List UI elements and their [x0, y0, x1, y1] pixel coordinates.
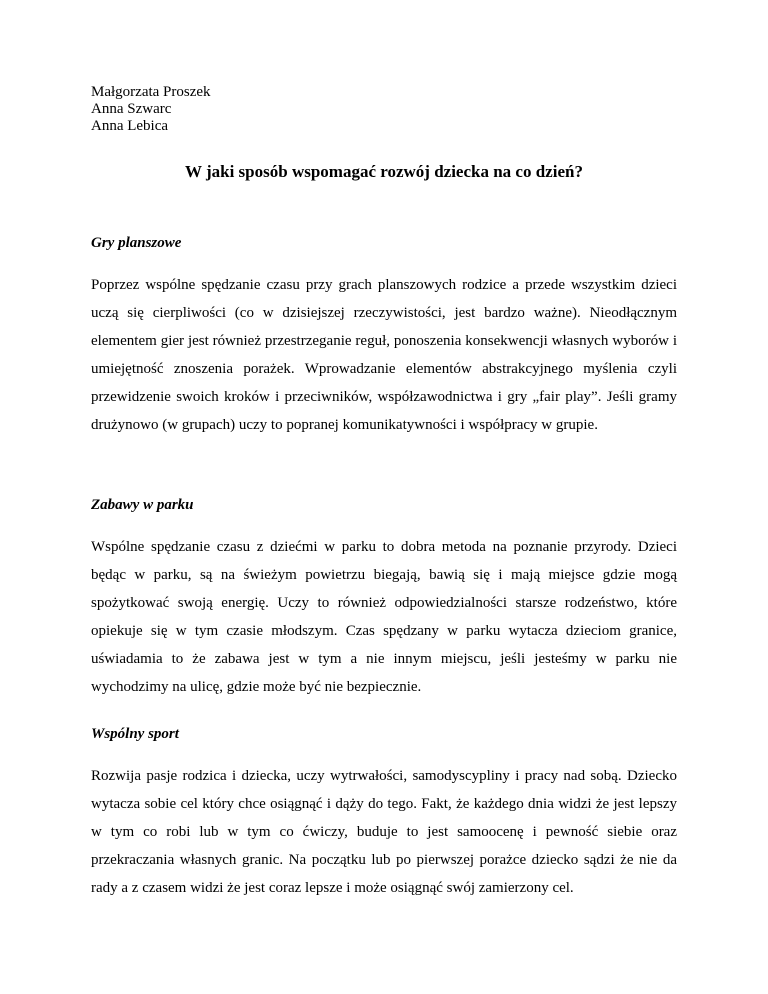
author-name: Anna Szwarc — [91, 101, 172, 117]
section-paragraph: Wspólne spędzanie czasu z dziećmi w parku to dobra metoda na poznanie przyrody. Dzieci będąc w parku, są na świeżym powietrzu biegają, bawią się i mają miejsce gdzie mogą spożytkować swoją energię. Uczy to również odpowiedzialności starsze rodzeństwo, które opiekuje się w tym czasie młodszym. Czas spędzany w parku wytacza dzieciom granice, uświadamia to że zabawa jest w tym a nie innym miejscu, jeśli jesteśmy w parku nie wychodzimy na ulicę, gdzie może być nie bezpiecznie. — [91, 539, 677, 695]
section-heading: Wspólny sport — [91, 726, 179, 742]
section-board-games — [91, 234, 677, 439]
author-name: Anna Lebica — [91, 118, 169, 134]
section-paragraph: Poprzez wspólne spędzanie czasu przy grach planszowych rodzice a przede wszystkim dzieci uczą się cierpliwości (co w dzisiejszej rzeczywistości, jest bardzo ważne). Nieodłącznym elementem gier jest również przestrzeganie reguł, ponoszenia konsekwencji własnych wyborów i umiejętność znoszenia porażek. Wprowadzanie elementów abstrakcyjnego myślenia czyli przewidzenie swoich kroków i przeciwników, współzawodnictwa i gry „fair play”. Jeśli gramy drużynowo (w grupach) uczy to popranej komunikatywności i współpracy w grupie. — [91, 277, 677, 433]
section-shared-sport — [91, 725, 677, 902]
section-heading: Gry planszowe — [91, 235, 182, 251]
section-paragraph: Rozwija pasje rodzica i dziecka, uczy wytrwałości, samodyscypliny i pracy nad sobą. Dziecko wytacza sobie cel który chce osiągnąć i dąży do tego. Fakt, że każdego dnia widzi że jest lepszy w tym co robi lub w tym co ćwiczy, buduje to jest samoocenę i pewność siebie oraz przekraczania własnych granic. Na początku lub po pierwszej porażce dziecko sądzi że nie da rady a z czasem widzi że jest coraz lepsze i może osiągnąć swój zamierzony cel. — [91, 768, 677, 896]
author-name: Małgorzata Proszek — [91, 84, 211, 100]
section-park-play — [91, 496, 677, 701]
author-list — [91, 84, 211, 135]
document-title: W jaki sposób wspomagać rozwój dziecka na co dzień? — [185, 162, 583, 181]
section-heading: Zabawy w parku — [91, 497, 194, 513]
